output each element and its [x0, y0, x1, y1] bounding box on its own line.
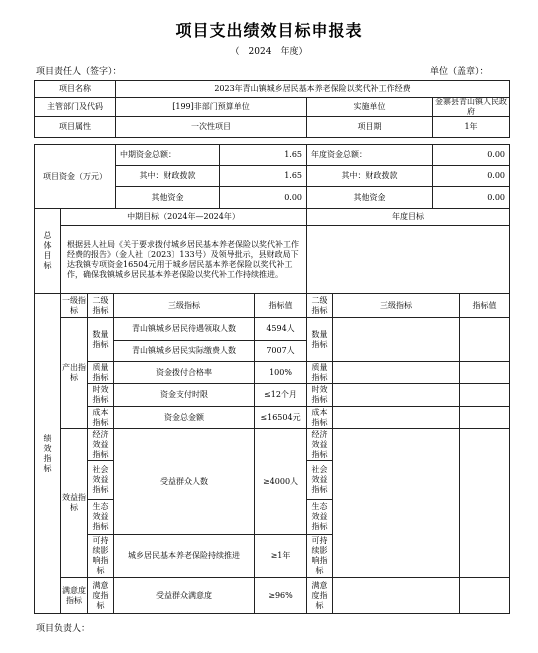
quality-cell-b: [332, 361, 460, 384]
quantity-value-b: [459, 317, 510, 362]
satis-cell-b: [332, 577, 460, 614]
year-goal-header: 年度目标: [306, 208, 510, 226]
output-indicator: 产出指标: [60, 317, 88, 429]
form-table: [34, 80, 510, 614]
cost-name: 资金总金额: [113, 406, 255, 429]
benefit-indicator: 效益指标: [60, 428, 88, 578]
dept-value: [199]非部门预算单位: [115, 97, 307, 117]
time-cell-b: [332, 383, 460, 407]
benefit-cell-b: [332, 428, 460, 578]
quality-name: 资金拨付合格率: [113, 361, 255, 384]
mid-goal-text: 根据县人社局《关于要求拨付城乡居民基本养老保险以奖代补工作经费的报告》（金人社〔2023〕133号）及领导批示，县财政局下达我镇专项资金16504元用于城乡居民基本养老保险以奖代补工作，确保我镇城乡居民基本养老保险以奖代补工作持续推进。: [60, 225, 307, 294]
year-total-label: 年度资金总额：: [306, 144, 433, 166]
satisfaction-level2: 满意度指标: [87, 577, 114, 614]
timeliness-indicator-b: 时效指标: [306, 383, 333, 407]
unit-label: 单位（盖章）：: [430, 67, 489, 77]
period-label: 项目期: [306, 116, 433, 138]
perf-label: 绩效指标: [34, 293, 61, 614]
quantity-indicator: 数量指标: [87, 317, 114, 362]
attr-label: 项目属性: [34, 116, 116, 138]
year-total-value: 0.00: [432, 144, 510, 166]
sustain-name: 城乡居民基本养老保险持续推进: [113, 534, 255, 578]
economic-indicator: 经济效益指标: [87, 428, 114, 461]
benefit-value-b: [459, 428, 510, 578]
ecological-indicator-b: 生态效益指标: [306, 499, 333, 535]
quality-indicator-b: 质量指标: [306, 361, 333, 384]
mid-fin-label: 其中：财政拨款: [115, 165, 220, 187]
q2-value: 7007人: [254, 340, 307, 362]
project-name-label: 项目名称: [34, 80, 116, 98]
overall-label: 总体目标: [34, 208, 61, 294]
impl-value: 金寨县青山镇人民政府: [432, 97, 510, 117]
period-value: 1年: [432, 116, 510, 138]
cost-cell-b: [332, 406, 460, 429]
header-level3-b: 三级指标: [332, 293, 460, 318]
page-title: 项目支出绩效目标申报表: [175, 21, 363, 40]
header-level2: 二级指标: [87, 293, 114, 318]
cost-indicator-b: 成本指标: [306, 406, 333, 429]
social-value: ≥4000人: [254, 428, 307, 535]
quality-value: 100%: [254, 361, 307, 384]
timeliness-indicator: 时效指标: [87, 383, 114, 407]
sustain-indicator-b: 可持续影响指标: [306, 534, 333, 578]
social-indicator: 社会效益指标: [87, 460, 114, 500]
q2-name: 青山镇城乡居民实际缴费人数: [113, 340, 255, 362]
dept-label: 主管部门及代码: [34, 97, 116, 117]
year-other-label: 其他资金: [306, 186, 433, 209]
mid-fin-value: 1.65: [219, 165, 307, 187]
quality-value-b: [459, 361, 510, 384]
impl-label: 实施单位: [306, 97, 433, 117]
header-value-b: 指标值: [459, 293, 510, 318]
satis-name: 受益群众满意度: [113, 577, 255, 614]
satisfaction-level2-b: 满意度指标: [306, 577, 333, 614]
satis-value-b: [459, 577, 510, 614]
cost-value-b: [459, 406, 510, 429]
sustain-indicator: 可持续影响指标: [87, 534, 114, 578]
time-value-b: [459, 383, 510, 407]
quantity-cell-b: [332, 317, 460, 362]
year-fin-label: 其中：财政拨款: [306, 165, 433, 187]
mid-total-value: 1.65: [219, 144, 307, 166]
ecological-indicator: 生态效益指标: [87, 499, 114, 535]
q1-name: 青山镇城乡居民待遇领取人数: [113, 317, 255, 341]
attr-value: 一次性项目: [115, 116, 307, 138]
social-indicator-b: 社会效益指标: [306, 460, 333, 500]
time-value: ≤12个月: [254, 383, 307, 407]
mid-other-label: 其他资金: [115, 186, 220, 209]
time-name: 资金支付时限: [113, 383, 255, 407]
quantity-indicator-b: 数量指标: [306, 317, 333, 362]
sustain-value: ≥1年: [254, 534, 307, 578]
social-name: 受益群众人数: [113, 428, 255, 535]
funds-label: 项目资金（万元）: [34, 144, 116, 209]
cost-indicator: 成本指标: [87, 406, 114, 429]
year-line: （ 2024 年度）: [230, 47, 308, 57]
responsible-label: 项目责任人（签字）：: [36, 67, 122, 77]
footer-label: 项目负责人：: [36, 624, 91, 634]
header-value: 指标值: [254, 293, 307, 318]
economic-indicator-b: 经济效益指标: [306, 428, 333, 461]
mid-other-value: 0.00: [219, 186, 307, 209]
satisfaction-indicator: 满意度指标: [60, 577, 88, 614]
header-level3: 三级指标: [113, 293, 255, 318]
mid-total-label: 中期资金总额：: [115, 144, 220, 166]
quality-indicator: 质量指标: [87, 361, 114, 384]
mid-goal-header: 中期目标（2024年—2024年）: [60, 208, 307, 226]
project-name-value: 2023年青山镇城乡居民基本养老保险以奖代补工作经费: [115, 80, 510, 98]
header-level1: 一级指标: [60, 293, 88, 318]
cost-value: ≤16504元: [254, 406, 307, 429]
q1-value: 4594人: [254, 317, 307, 341]
year-other-value: 0.00: [432, 186, 510, 209]
year-goal-text: [306, 225, 510, 294]
satis-value: ≥96%: [254, 577, 307, 614]
year-fin-value: 0.00: [432, 165, 510, 187]
header-level2-b: 二级指标: [306, 293, 333, 318]
